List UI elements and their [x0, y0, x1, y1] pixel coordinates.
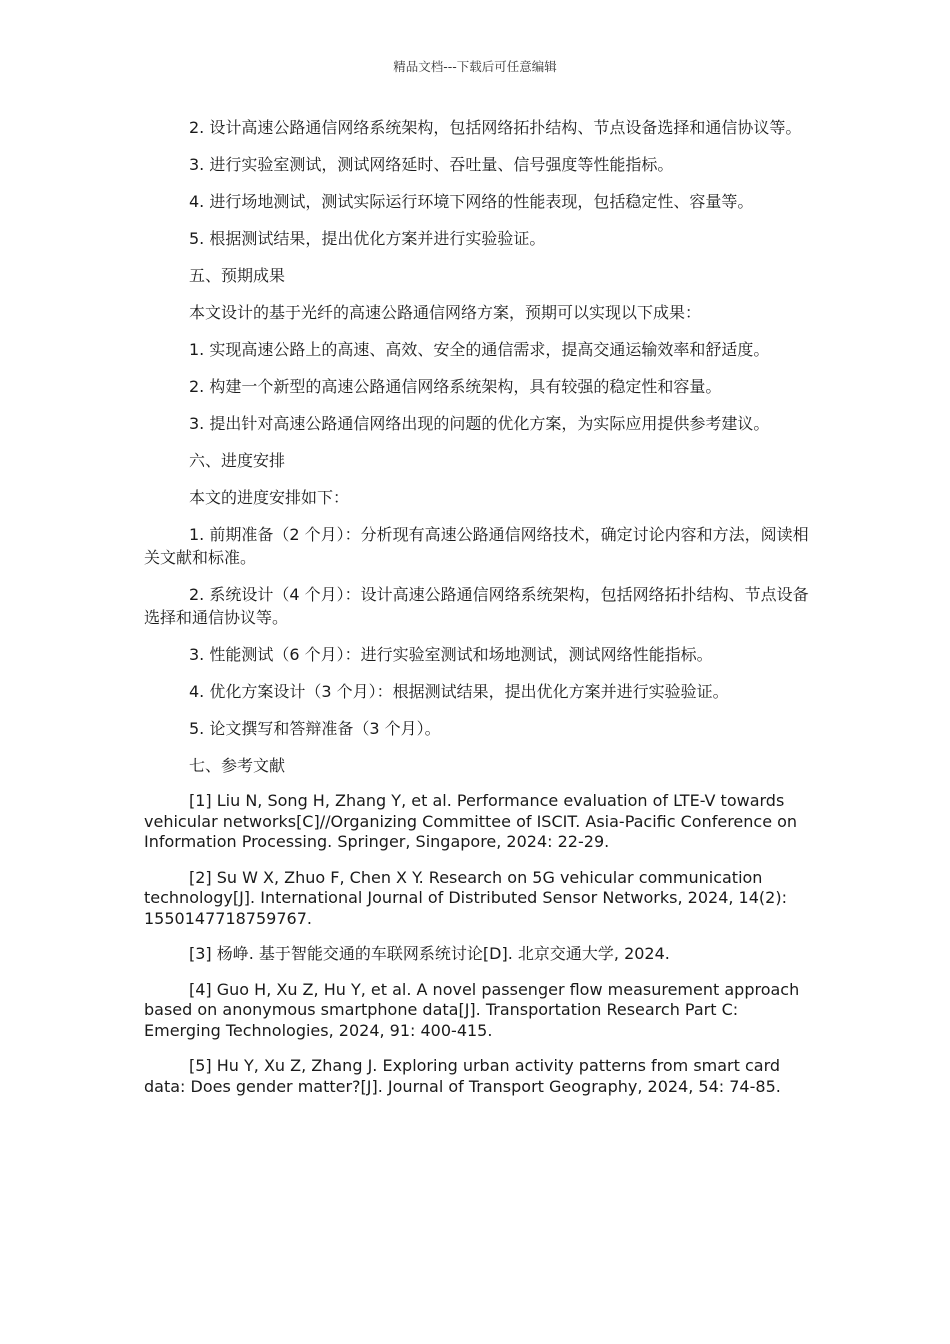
page-header: 精品文档---下载后可任意编辑	[393, 59, 557, 74]
paragraph-result-3: 3. 提出针对高速公路通信网络出现的问题的优化方案，为实际应用提供参考建议。	[189, 414, 770, 433]
section-heading-expected-results: 五、预期成果	[189, 266, 286, 285]
paragraph-schedule-3: 3. 性能测试（6 个月）：进行实验室测试和场地测试，测试网络性能指标。	[189, 645, 713, 664]
paragraph-results-intro: 本文设计的基于光纤的高速公路通信网络方案，预期可以实现以下成果：	[189, 303, 702, 322]
paragraph-design-architecture: 2. 设计高速公路通信网络系统架构，包括网络拓扑结构、节点设备选择和通信协议等。	[189, 118, 802, 137]
reference-item: [2] Su W X, Zhuo F, Chen X Y. Research on 5G vehicular communication technology[J]. International Journal of Distributed Sensor Networks, 2024, 14(2): 1550147718759767.	[144, 867, 787, 928]
paragraph-schedule-2: 2. 系统设计（4 个月）：设计高速公路通信网络系统架构，包括网络拓扑结构、节点设备选择和通信协议等。	[144, 585, 809, 627]
reference-item: [1] Liu N, Song H, Zhang Y, et al. Performance evaluation of LTE-V towards vehicular networks[C]//Organizing Committee of ISCIT. Asia-Pacific Conference on Information Processing. Springer, Singapore, 2024: 22-29.	[144, 791, 798, 851]
paragraph-schedule-intro: 本文的进度安排如下：	[189, 488, 350, 507]
paragraph-schedule-4: 4. 优化方案设计（3 个月）：根据测试结果，提出优化方案并进行实验验证。	[189, 682, 729, 701]
reference-item: [4] Guo H, Xu Z, Hu Y, et al. A novel passenger flow measurement approach based on anonymous smartphone data[J]. Transportation Research Part C: Emerging Technologies, 2024, 91: 400-415.	[144, 979, 800, 1040]
paragraph-lab-test: 3. 进行实验室测试，测试网络延时、吞吐量、信号强度等性能指标。	[189, 155, 674, 174]
paragraph-schedule-1: 1. 前期准备（2 个月）：分析现有高速公路通信网络技术，确定讨论内容和方法，阅读相关文献和标准。	[144, 525, 809, 567]
section-heading-schedule: 六、进度安排	[189, 451, 286, 470]
paragraph-field-test: 4. 进行场地测试，测试实际运行环境下网络的性能表现，包括稳定性、容量等。	[189, 192, 754, 211]
reference-item: [5] Hu Y, Xu Z, Zhang J. Exploring urban activity patterns from smart card data: Does gender matter?[J]. Journal of Transport Geography, 2024, 54: 74-85.	[144, 1056, 781, 1096]
paragraph-schedule-5: 5. 论文撰写和答辩准备（3 个月）。	[189, 719, 441, 738]
reference-item: [3] 杨峥. 基于智能交通的车联网系统讨论[D]. 北京交通大学, 2024.	[189, 944, 670, 963]
paragraph-result-1: 1. 实现高速公路上的高速、高效、安全的通信需求，提高交通运输效率和舒适度。	[189, 340, 770, 359]
document-body	[144, 116, 816, 1112]
paragraph-result-2: 2. 构建一个新型的高速公路通信网络系统架构，具有较强的稳定性和容量。	[189, 377, 722, 396]
section-heading-references: 七、参考文献	[189, 756, 286, 775]
paragraph-optimization: 5. 根据测试结果，提出优化方案并进行实验验证。	[189, 229, 546, 248]
